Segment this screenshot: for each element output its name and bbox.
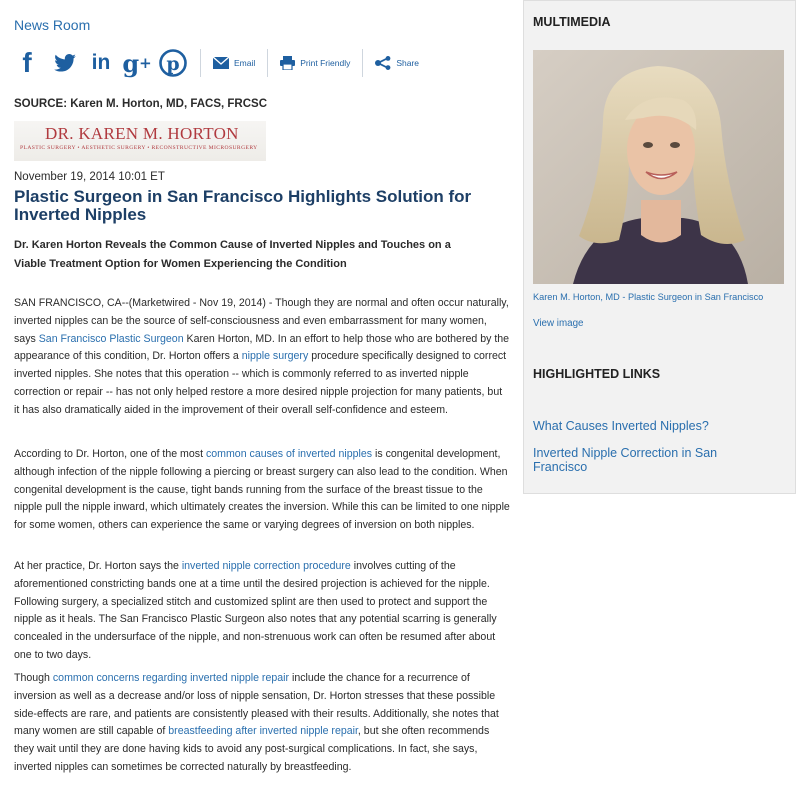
google-plus-icon[interactable]: g +: [122, 48, 152, 78]
newsroom-link[interactable]: News Room: [14, 17, 91, 33]
share-button[interactable]: Share: [375, 56, 419, 70]
body-paragraph: SAN FRANCISCO, CA--(Marketwired - Nov 19, 2014) - Though they are normal and often occur naturally, inverted nipples can be the source of self-consciousness and even embarrassment for many women, says San Francisco Plastic Surgeon Karen Horton, MD. In an effort to help those who are bothered by the appearance of this condition, Dr. Horton offers a nipple surgery procedure specifically designed to correct inverted nipples. She notes that this operation -- which is commonly referred to as inverted nipple correction or repair -- has not only helped restore a more desired nipple projection for many patients, but it has also dramatically aided in the improvement of their overall self-confidence and esteem.: [14, 297, 510, 416]
envelope-icon: [213, 57, 229, 69]
multimedia-heading: MULTIMEDIA: [533, 15, 611, 29]
headline: Plastic Surgeon in San Francisco Highlights Solution for Inverted Nipples: [14, 187, 472, 224]
inline-link[interactable]: inverted nipple correction procedure: [181, 560, 351, 572]
dateline: November 19, 2014 10:01 ET: [14, 171, 165, 183]
inline-link[interactable]: nipple surgery: [241, 350, 309, 363]
divider: [362, 49, 363, 77]
highlighted-link[interactable]: What Causes Inverted Nipples?: [533, 419, 709, 433]
inline-link[interactable]: San Francisco Plastic Surgeon: [38, 332, 184, 345]
print-friendly-button[interactable]: Print Friendly: [280, 56, 350, 70]
sidebar: [523, 0, 796, 494]
email-button[interactable]: Email: [213, 57, 255, 69]
source-line: SOURCE: Karen M. Horton, MD, FACS, FRCSC: [14, 98, 268, 110]
twitter-icon[interactable]: [50, 48, 80, 78]
logo-tagline: PLASTIC SURGERY • AESTHETIC SURGERY • RECONSTRUCTIVE MICROSURGERY: [20, 145, 258, 151]
body-paragraph: According to Dr. Horton, one of the most common causes of inverted nipples is congenital development, although infection of the nipple following a piercing or breast surgery can also lead to the condition. When congenital development is the cause, tight bands running from the surface of the breast tissue to the nipple pull the nipple inward, which ultimately creates the inversion. While this can be limited to one nipple for some women, others can experience the same or varying degrees of inversion on both nipples.: [14, 448, 510, 532]
divider: [267, 49, 268, 77]
share-toolbar: [14, 46, 514, 80]
divider: [200, 49, 201, 77]
view-image-link[interactable]: View image: [533, 318, 584, 329]
logo-name: DR. KAREN M. HORTON: [45, 124, 239, 143]
share-icon: [375, 56, 391, 70]
body-paragraph: Though common concerns regarding inverted nipple repair include the chance for a recurrence of inversion as well as a decrease and/or loss of nipple sensation, Dr. Horton stresses that these possible side-effects are rare, and patients are consistently pleased with their results. Additionally, she notes that many women are still capable of breastfeeding after inverted nipple repair, but she often recommends they wait until they are done having kids to avoid any post-surgical complications. In fact, she says, inverted nipples can sometimes be corrected naturally by breastfeeding.: [14, 672, 499, 773]
pinterest-icon[interactable]: [158, 48, 188, 78]
subheadline: Dr. Karen Horton Reveals the Common Cause of Inverted Nipples and Touches on a Viable Treatment Option for Women Experiencing the Condition: [14, 239, 451, 270]
facebook-icon[interactable]: f: [22, 47, 32, 78]
svg-text:p: p: [166, 53, 180, 75]
inline-link[interactable]: common causes of inverted nipples: [205, 448, 373, 460]
printer-icon: [280, 56, 295, 70]
highlighted-links-heading: HIGHLIGHTED LINKS: [533, 367, 661, 381]
company-logo: [14, 121, 266, 161]
photo-caption-link[interactable]: Karen M. Horton, MD - Plastic Surgeon in San Francisco: [533, 292, 764, 302]
inline-link[interactable]: common concerns regarding inverted nipple repair: [52, 672, 290, 684]
highlighted-link[interactable]: Inverted Nipple Correction in San Francisco: [533, 446, 718, 474]
portrait-photo[interactable]: [533, 50, 784, 284]
inline-link[interactable]: breastfeeding after inverted nipple repair: [168, 725, 358, 738]
linkedin-icon[interactable]: in: [91, 51, 111, 74]
body-paragraph: At her practice, Dr. Horton says the inverted nipple correction procedure involves cutting of the aforementioned constricting bands one at a time until the desired projection is achieved for the nipple. Following surgery, a specialized stitch and customized splint are then used to protect and support the nipple as it heals. The San Francisco Plastic Surgeon also notes that any potential scarring is generally concealed in the undersurface of the nipple, and non-strenuous work can often be resumed after about one to two days.: [14, 560, 497, 661]
